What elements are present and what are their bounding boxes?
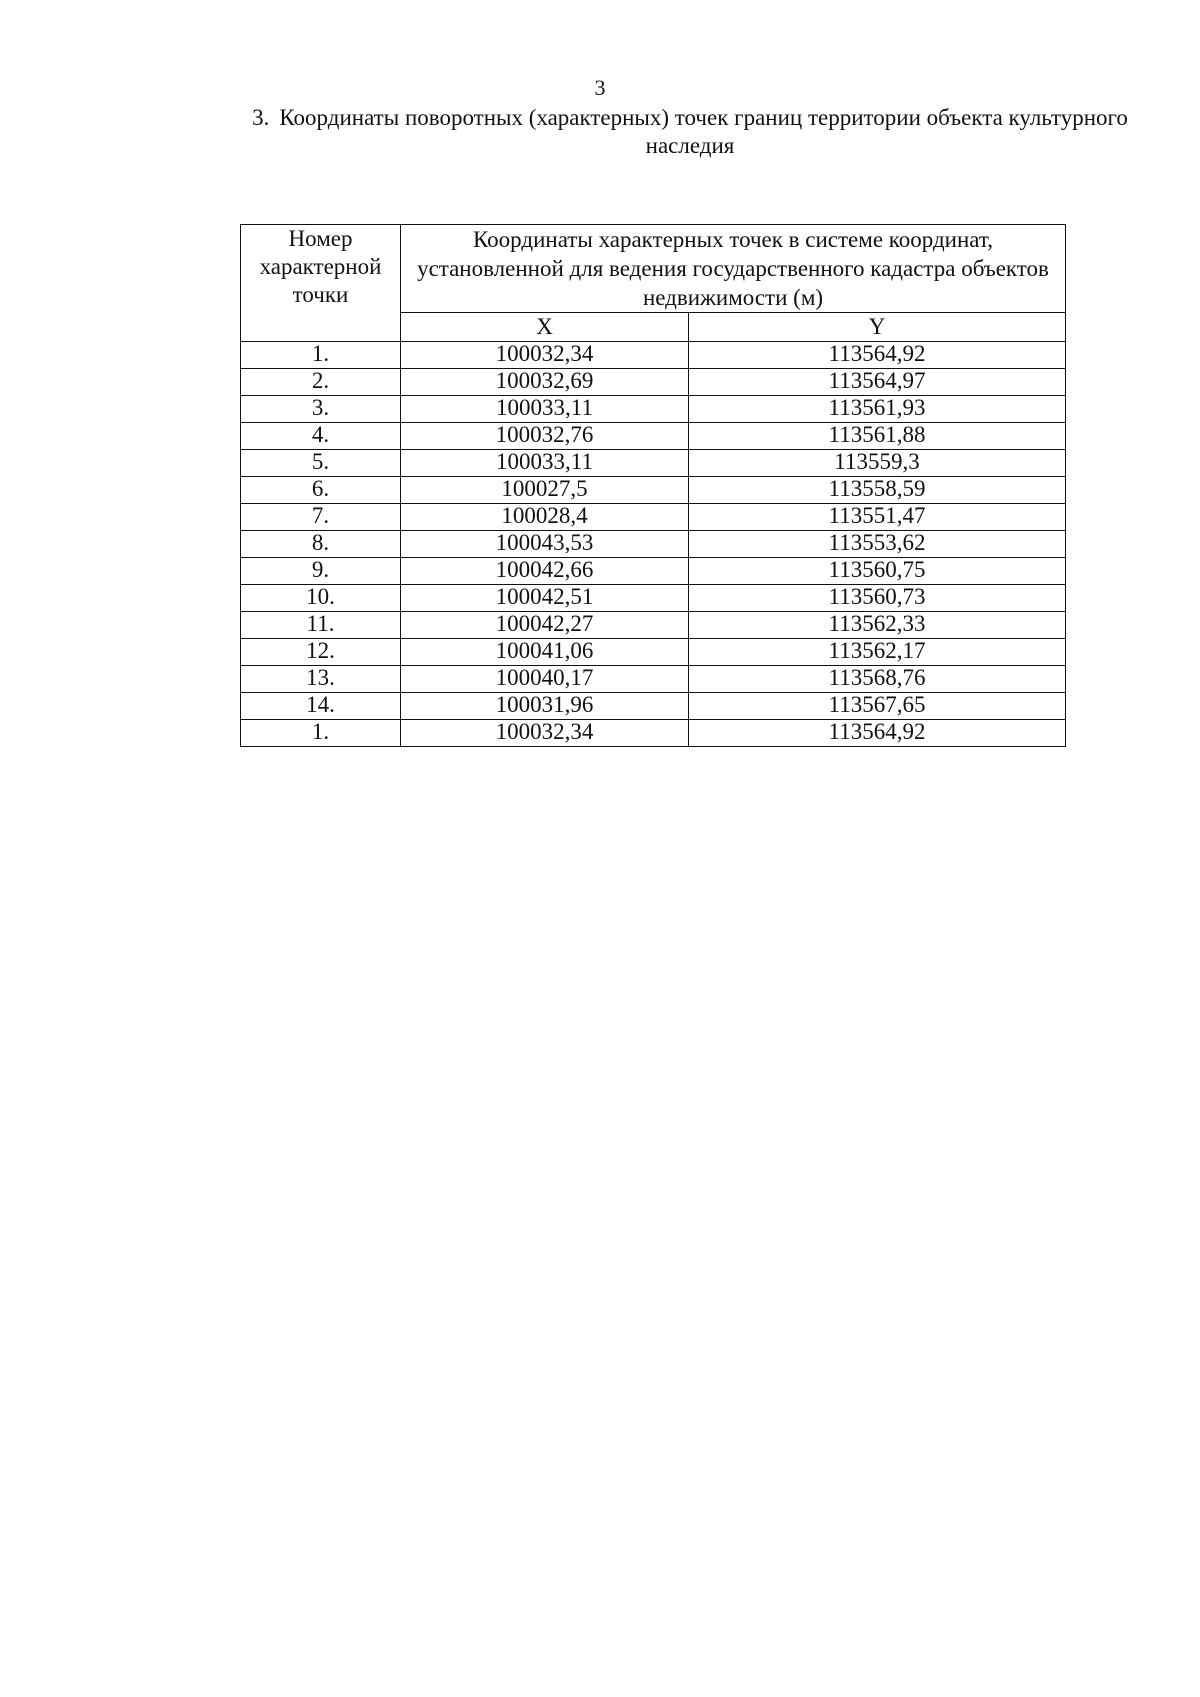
coordinates-header: Координаты характерных точек в системе координат, установленной для ведения государственного кадастра объектов недвижимости (м) <box>401 225 1066 313</box>
y-coordinate-cell: 113562,33 <box>689 612 1066 639</box>
x-coordinate-cell: 100042,27 <box>401 612 689 639</box>
table-row <box>241 666 1066 693</box>
y-coordinate-cell: 113562,17 <box>689 639 1066 666</box>
x-coordinate-cell: 100031,96 <box>401 693 689 720</box>
y-coordinate-cell: 113568,76 <box>689 666 1066 693</box>
x-coordinate-cell: 100042,51 <box>401 585 689 612</box>
table-row <box>241 396 1066 423</box>
table-row <box>241 612 1066 639</box>
x-coordinate-cell: 100032,76 <box>401 423 689 450</box>
table-body <box>241 342 1066 747</box>
x-coordinate-cell: 100032,69 <box>401 369 689 396</box>
table-row <box>241 342 1066 369</box>
y-coordinate-cell: 113561,88 <box>689 423 1066 450</box>
point-number-cell: 14. <box>241 693 401 720</box>
x-coordinate-cell: 100032,34 <box>401 720 689 747</box>
table-row <box>241 720 1066 747</box>
table-row <box>241 531 1066 558</box>
y-coordinate-cell: 113553,62 <box>689 531 1066 558</box>
x-coordinate-cell: 100042,66 <box>401 558 689 585</box>
coordinates-table <box>240 224 1066 747</box>
x-coordinate-cell: 100041,06 <box>401 639 689 666</box>
point-number-cell: 3. <box>241 396 401 423</box>
point-number-cell: 8. <box>241 531 401 558</box>
y-header: Y <box>689 313 1066 342</box>
point-number-cell: 5. <box>241 450 401 477</box>
y-coordinate-cell: 113551,47 <box>689 504 1066 531</box>
point-number-cell: 12. <box>241 639 401 666</box>
page-number: 3 <box>594 75 606 100</box>
section-number: 3. <box>252 105 270 130</box>
point-number-header: Номер характерной точки <box>241 225 401 342</box>
table-row <box>241 423 1066 450</box>
table-row <box>241 504 1066 531</box>
x-coordinate-cell: 100033,11 <box>401 396 689 423</box>
point-number-cell: 13. <box>241 666 401 693</box>
x-coordinate-cell: 100027,5 <box>401 477 689 504</box>
point-number-cell: 1. <box>241 342 401 369</box>
y-coordinate-cell: 113561,93 <box>689 396 1066 423</box>
point-number-cell: 2. <box>241 369 401 396</box>
y-coordinate-cell: 113560,75 <box>689 558 1066 585</box>
table-row <box>241 369 1066 396</box>
x-coordinate-cell: 100032,34 <box>401 342 689 369</box>
point-number-cell: 9. <box>241 558 401 585</box>
point-number-cell: 11. <box>241 612 401 639</box>
point-number-cell: 6. <box>241 477 401 504</box>
point-number-cell: 4. <box>241 423 401 450</box>
x-header: X <box>401 313 689 342</box>
point-number-cell: 10. <box>241 585 401 612</box>
table-row <box>241 639 1066 666</box>
y-coordinate-cell: 113558,59 <box>689 477 1066 504</box>
y-coordinate-cell: 113560,73 <box>689 585 1066 612</box>
table-row <box>241 693 1066 720</box>
table-row <box>241 477 1066 504</box>
y-coordinate-cell: 113564,92 <box>689 720 1066 747</box>
table-row <box>241 585 1066 612</box>
x-coordinate-cell: 100028,4 <box>401 504 689 531</box>
y-coordinate-cell: 113559,3 <box>689 450 1066 477</box>
x-coordinate-cell: 100040,17 <box>401 666 689 693</box>
y-coordinate-cell: 113567,65 <box>689 693 1066 720</box>
point-number-cell: 1. <box>241 720 401 747</box>
x-coordinate-cell: 100033,11 <box>401 450 689 477</box>
point-number-cell: 7. <box>241 504 401 531</box>
section-title: Координаты поворотных (характерных) точек границ территории объекта культурного наследия <box>279 105 1128 158</box>
x-coordinate-cell: 100043,53 <box>401 531 689 558</box>
table-row <box>241 450 1066 477</box>
y-coordinate-cell: 113564,92 <box>689 342 1066 369</box>
section-heading <box>240 104 1140 160</box>
y-coordinate-cell: 113564,97 <box>689 369 1066 396</box>
table-row <box>241 558 1066 585</box>
